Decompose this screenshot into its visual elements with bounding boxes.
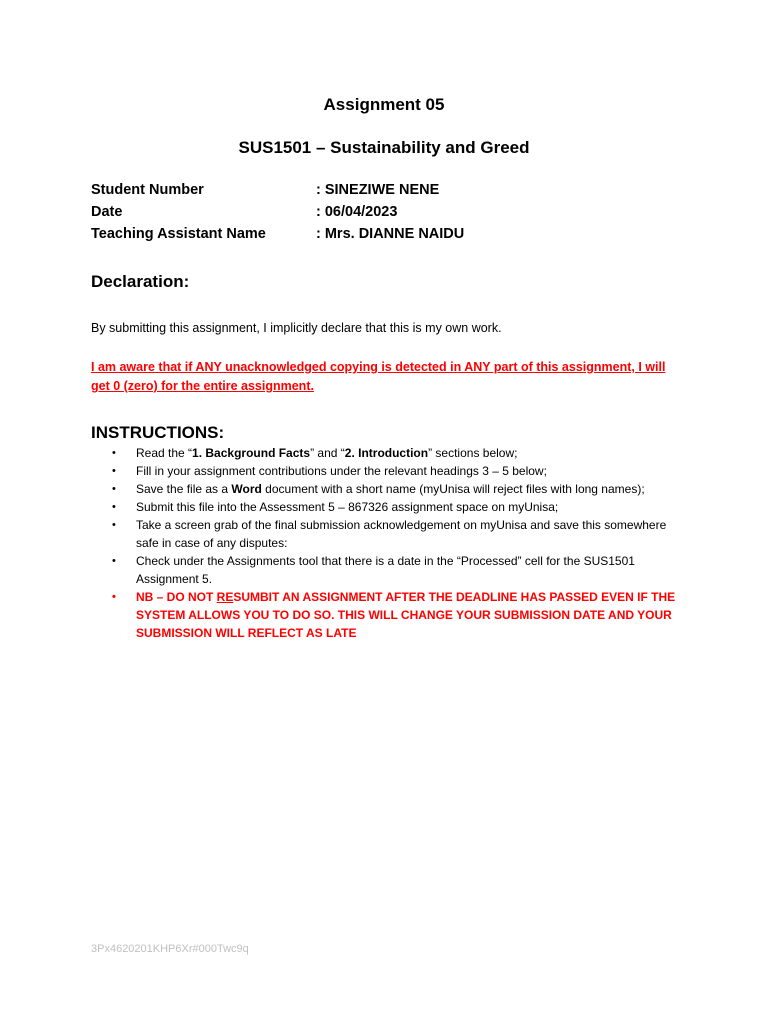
instruction-item-6: • Check under the Assignments tool that there is a date in the “Processed” cell for the SUS1501 Assignment 5. [112, 554, 635, 586]
document-footer-id: 3Px4620201KHP6Xr#000Twc9q [91, 943, 249, 955]
plagiarism-warning: I am aware that if ANY unacknowledged copying is detected in ANY part of this assignment, I will get 0 (zero) for the entire assignment. [91, 360, 666, 393]
date-value: : 06/04/2023 [316, 204, 398, 220]
info-row-student-number [91, 179, 691, 201]
student-info-block [91, 179, 691, 245]
info-row-teaching-assistant [91, 223, 691, 245]
re-underlined: RE [216, 590, 234, 604]
introduction-ref: 2. Introduction [344, 446, 429, 460]
bullet-icon: • [112, 447, 116, 459]
teaching-assistant-value: : Mrs. DIANNE NAIDU [316, 226, 465, 242]
bullet-icon: • [112, 501, 116, 513]
instruction-item-1: • Read the “1. Background Facts” and “2. Introduction” sections below; [112, 446, 518, 460]
date-label: Date [91, 204, 123, 220]
student-number-label: Student Number [91, 182, 204, 198]
instruction-item-4: • Submit this file into the Assessment 5 – 867326 assignment space on myUnisa; [112, 500, 559, 514]
background-facts-ref: 1. Background Facts [192, 446, 311, 460]
instruction-item-5: • Take a screen grab of the final submission acknowledgement on myUnisa and save this somewhere safe in case of any disputes: [112, 518, 667, 550]
document-subtitle: SUS1501 – Sustainability and Greed [238, 138, 530, 157]
instruction-item-7-warning: • NB – DO NOT RESUMBIT AN ASSIGNMENT AFTER THE DEADLINE HAS PASSED EVEN IF THE SYSTEM ALLOWS YOU TO DO SO. THIS WILL CHANGE YOUR SUBMISSION DATE AND YOUR SUBMISSION WILL REFLECT AS LATE [112, 590, 676, 640]
bullet-icon: • [112, 465, 116, 477]
bullet-icon: • [112, 519, 116, 531]
bullet-icon: • [112, 591, 116, 603]
info-row-date [91, 201, 691, 223]
declaration-text: By submitting this assignment, I implicitly declare that this is my own work. [91, 321, 502, 335]
teaching-assistant-label: Teaching Assistant Name [91, 226, 266, 242]
student-number-value: : SINEZIWE NENE [316, 182, 440, 198]
document-title: Assignment 05 [323, 95, 445, 114]
declaration-heading: Declaration: [91, 272, 190, 291]
instruction-item-2: • Fill in your assignment contributions under the relevant headings 3 – 5 below; [112, 464, 547, 478]
word-format-ref: Word [231, 482, 262, 496]
bullet-icon: • [112, 483, 116, 495]
instructions-list [110, 444, 680, 642]
instruction-item-3: • Save the file as a Word document with a short name (myUnisa will reject files with long names); [112, 482, 645, 496]
bullet-icon: • [112, 555, 116, 567]
instructions-heading: INSTRUCTIONS: [91, 423, 225, 442]
